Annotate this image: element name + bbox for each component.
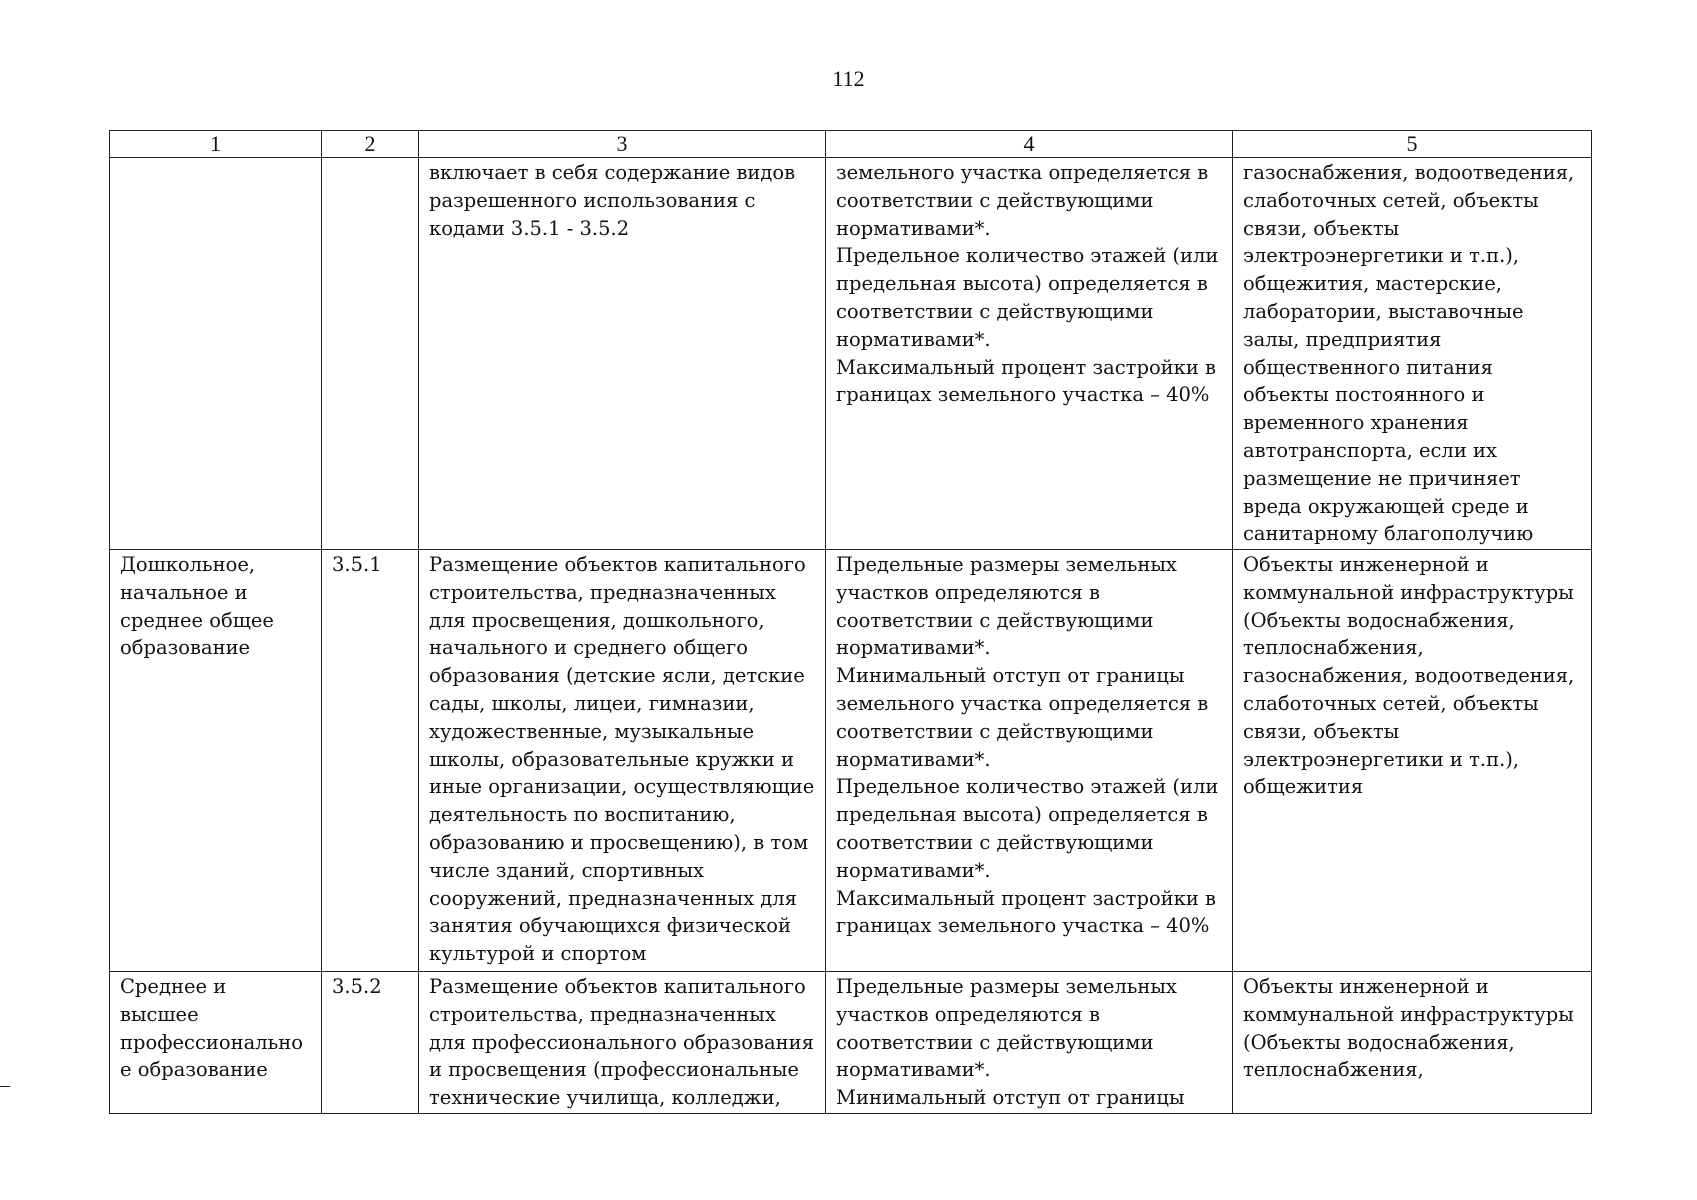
description-cell [419, 158, 826, 550]
auxiliary-cell [1233, 550, 1592, 972]
use-code-cell [322, 972, 419, 1114]
parameters-cell [826, 550, 1233, 972]
header-col-3: 3 [419, 131, 826, 158]
use-parameters: Предельные размеры земельных участков определяются в соответствии с действующими нормативами*. Минимальный отступ от границы [836, 975, 1185, 1110]
auxiliary-cell [1233, 972, 1592, 1114]
use-code-cell [322, 550, 419, 972]
auxiliary-uses: газоснабжения, водоотведения, слаботочных сетей, объекты связи, объекты электроэнергетики и т.п.), общежития, мастерские, лаборатории, выставочные залы, предприятия общественного питания объекты постоянного и временного хранения автотранспорта, если их размещение не причиняет вреда окружающей среде и санитарному благополучию [1243, 161, 1575, 546]
auxiliary-uses: Объекты инженерной и коммунальной инфраструктуры (Объекты водоснабжения, теплоснабжения, газоснабжения, водоотведения, слаботочных сетей, объекты связи, объекты электроэнергетики и т.п.), общежития [1243, 553, 1575, 799]
page-number: 112 [832, 66, 865, 91]
use-name: Дошкольное, начальное и среднее общее образование [120, 553, 274, 660]
use-name-cell [110, 972, 322, 1114]
use-description: включает в себя содержание видов разрешенного использования с кодами 3.5.1 - 3.5.2 [429, 161, 796, 240]
table-row [110, 550, 1592, 972]
header-col-2: 2 [322, 131, 419, 158]
land-use-table [109, 130, 1592, 1114]
use-description: Размещение объектов капитального строительства, предназначенных для профессионального образования и просвещения (профессиональные технические училища, колледжи, [429, 975, 814, 1110]
parameters-cell [826, 158, 1233, 550]
header-col-1: 1 [110, 131, 322, 158]
description-cell [419, 972, 826, 1114]
table-row [110, 158, 1592, 550]
auxiliary-uses: Объекты инженерной и коммунальной инфраструктуры (Объекты водоснабжения, теплоснабжения, [1243, 975, 1574, 1082]
parameters-cell [826, 972, 1233, 1114]
auxiliary-cell [1233, 158, 1592, 550]
use-parameters: Предельные размеры земельных участков определяются в соответствии с действующими нормативами*. Минимальный отступ от границы земельного участка определяется в соответствии с действующими нормативами*. Предельное количество этажей (или предельная высота) определяется в соответствии с действующими нормативами*. Максимальный процент застройки в границах земельного участка – 40% [836, 553, 1219, 938]
use-code: 3.5.1 [332, 553, 382, 576]
use-name-cell [110, 550, 322, 972]
use-name-cell [110, 158, 322, 550]
use-parameters: земельного участка определяется в соответствии с действующими нормативами*. Предельное количество этажей (или предельная высота) определяется в соответствии с действующими нормативами*. Максимальный процент застройки в границах земельного участка – 40% [836, 161, 1219, 407]
use-code-cell [322, 158, 419, 550]
margin-dash [0, 1086, 10, 1087]
header-col-5: 5 [1233, 131, 1592, 158]
use-name: Среднее и высшее профессионально е образование [120, 975, 303, 1082]
use-description: Размещение объектов капитального строительства, предназначенных для просвещения, дошкольного, начального и среднего общего образования (детские ясли, детские сады, школы, лицеи, гимназии, художественные, музыкальные школы, образовательные кружки и иные организации, осуществляющие деятельность по воспитанию, образованию и просвещению), в том числе зданий, спортивных сооружений, предназначенных для занятия обучающихся физической культурой и спортом [429, 553, 815, 966]
table-row [110, 972, 1592, 1114]
description-cell [419, 550, 826, 972]
table-header-row [110, 131, 1592, 158]
use-code: 3.5.2 [332, 975, 382, 998]
header-col-4: 4 [826, 131, 1233, 158]
